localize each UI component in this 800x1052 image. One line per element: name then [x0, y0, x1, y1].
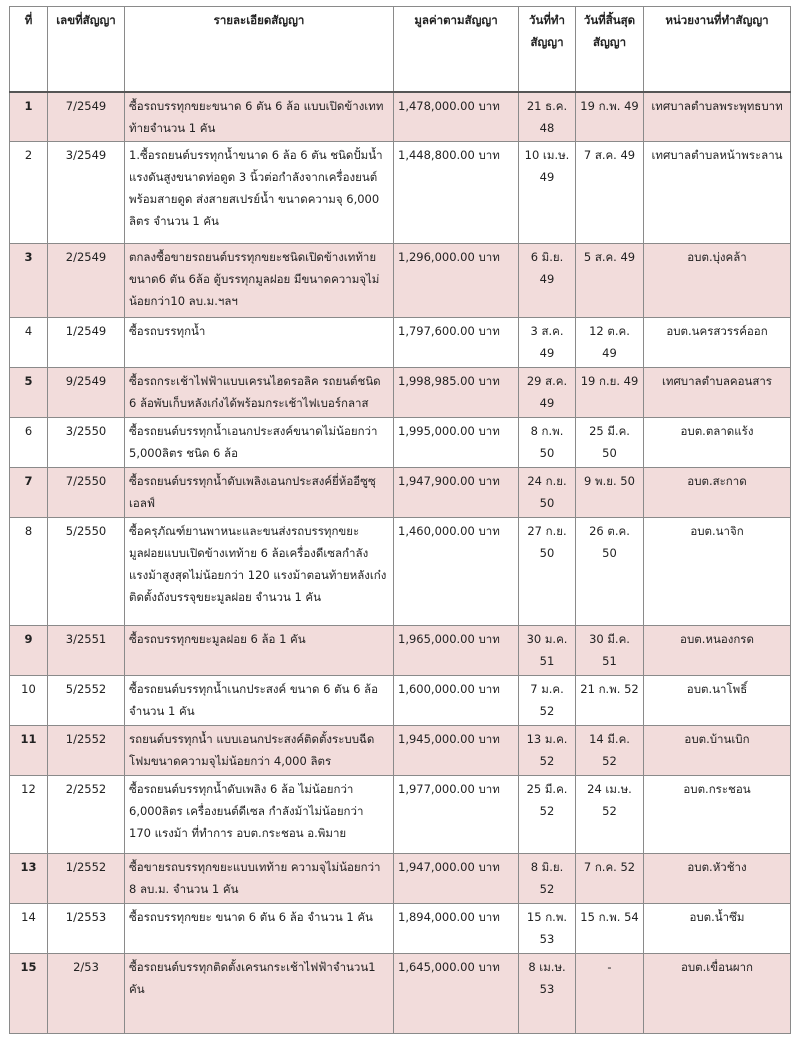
- agency-name: อบต.เขื่อนผาก: [644, 954, 791, 1034]
- sign-date: 29 ส.ค. 49: [519, 368, 576, 418]
- end-date: 14 มี.ค. 52: [576, 726, 644, 776]
- sign-date: 27 ก.ย. 50: [519, 518, 576, 626]
- contract-details: ซื้อรถบรรทุกขยะมูลฝอย 6 ล้อ 1 คัน: [125, 626, 394, 676]
- row-number: 4: [10, 318, 48, 368]
- row-number: 8: [10, 518, 48, 626]
- contract-value: 1,998,985.00 บาท: [394, 368, 519, 418]
- table-row: [10, 468, 791, 518]
- agency-name: อบต.หัวช้าง: [644, 854, 791, 904]
- contract-details: ซื้อรถยนต์บรรทุกติดตั้งเครนกระเช้าไฟฟ้าจำนวน1 คัน: [125, 954, 394, 1034]
- end-date: 5 ส.ค. 49: [576, 244, 644, 318]
- contract-number: 2/2552: [48, 776, 125, 854]
- end-date: 7 ก.ค. 52: [576, 854, 644, 904]
- contract-value: 1,945,000.00 บาท: [394, 726, 519, 776]
- agency-name: อบต.สะกาด: [644, 468, 791, 518]
- contract-details: ซื้อรถบรรทุกขยะขนาด 6 ตัน 6 ล้อ แบบเปิดข้างเททท้ายจำนวน 1 คัน: [125, 92, 394, 142]
- end-date: 21 ก.พ. 52: [576, 676, 644, 726]
- sign-date: 15 ก.พ. 53: [519, 904, 576, 954]
- end-date: 7 ส.ค. 49: [576, 142, 644, 244]
- contract-details: ซื้อรถยนต์บรรทุกน้ำเนกประสงค์ ขนาด 6 ตัน 6 ล้อ จำนวน 1 คัน: [125, 676, 394, 726]
- row-number: 5: [10, 368, 48, 418]
- agency-name: เทศบาลตำบลคอนสาร: [644, 368, 791, 418]
- end-date: 24 เม.ษ. 52: [576, 776, 644, 854]
- contract-number: 1/2549: [48, 318, 125, 368]
- agency-name: อบต.กระชอน: [644, 776, 791, 854]
- end-date: 30 มี.ค. 51: [576, 626, 644, 676]
- end-date: 19 ก.ย. 49: [576, 368, 644, 418]
- table-row: [10, 954, 791, 1034]
- sign-date: 6 มิ.ย. 49: [519, 244, 576, 318]
- contract-value: 1,296,000.00 บาท: [394, 244, 519, 318]
- end-date: 26 ต.ค. 50: [576, 518, 644, 626]
- contract-details: ซื้อครุภัณฑ์ยานพาหนะและขนส่งรถบรรทุกขยะมูลฝอยแบบเปิดข้างเทท้าย 6 ล้อเครื่องดีเซลกำลังแรงม้าสูงสุดไม่น้อยกว่า 120 แรงม้าตอนท้ายหลังเก๋งติดตั้งถังบรรจุขยะมูลฝอย จำนวน 1 คัน: [125, 518, 394, 626]
- table-body: [10, 92, 791, 1034]
- header-end-date: วันที่สิ้นสุดสัญญา: [576, 7, 644, 93]
- contract-details: ซื้อรถบรรทุกขยะ ขนาด 6 ตัน 6 ล้อ จำนวน 1 คัน: [125, 904, 394, 954]
- agency-name: อบต.นาจิก: [644, 518, 791, 626]
- end-date: -: [576, 954, 644, 1034]
- contract-number: 5/2552: [48, 676, 125, 726]
- table-row: [10, 904, 791, 954]
- row-number: 6: [10, 418, 48, 468]
- end-date: 19 ก.พ. 49: [576, 92, 644, 142]
- contract-value: 1,797,600.00 บาท: [394, 318, 519, 368]
- end-date: 12 ต.ค. 49: [576, 318, 644, 368]
- row-number: 13: [10, 854, 48, 904]
- sign-date: 21 ธ.ค. 48: [519, 92, 576, 142]
- agency-name: อบต.น้ำซึม: [644, 904, 791, 954]
- header-row: [10, 7, 791, 93]
- contract-value: 1,600,000.00 บาท: [394, 676, 519, 726]
- end-date: 15 ก.พ. 54: [576, 904, 644, 954]
- row-number: 15: [10, 954, 48, 1034]
- header-agency: หน่วยงานที่ทำสัญญา: [644, 7, 791, 93]
- row-number: 3: [10, 244, 48, 318]
- sign-date: 8 มิ.ย. 52: [519, 854, 576, 904]
- contract-details: รถยนต์บรรทุกน้ำ แบบเอนกประสงค์ติดตั้งระบบฉีดโฟมขนาดความจุไม่น้อยกว่า 4,000 ลิตร: [125, 726, 394, 776]
- contract-value: 1,645,000.00 บาท: [394, 954, 519, 1034]
- agency-name: อบต.หนองกรด: [644, 626, 791, 676]
- contract-details: ซื้อรถยนต์บรรทุกน้ำดับเพลิง 6 ล้อ ไม่น้อยกว่า 6,000ลิตร เครื่องยนต์ดีเซล กำลังม้าไม่น้อยกว่า 170 แรงม้า ที่ทำการ อบต.กระชอน อ.พิมาย: [125, 776, 394, 854]
- contract-details: ซื้อรถกระเช้าไฟฟ้าแบบเครนไฮดรอลิค รถยนต์ชนิด 6 ล้อพับเก็บหลังเก๋งได้พร้อมกระเช้าไฟเบอร์กลาส: [125, 368, 394, 418]
- row-number: 11: [10, 726, 48, 776]
- table-row: [10, 854, 791, 904]
- contract-number: 3/2550: [48, 418, 125, 468]
- header-value: มูลค่าตามสัญญา: [394, 7, 519, 93]
- agency-name: อบต.นครสวรรค์ออก: [644, 318, 791, 368]
- header-details: รายละเอียดสัญญา: [125, 7, 394, 93]
- agency-name: อบต.นาโพธิ์: [644, 676, 791, 726]
- sign-date: 13 ม.ค. 52: [519, 726, 576, 776]
- sign-date: 30 ม.ค. 51: [519, 626, 576, 676]
- contract-number: 1/2552: [48, 854, 125, 904]
- contract-value: 1,460,000.00 บาท: [394, 518, 519, 626]
- row-number: 7: [10, 468, 48, 518]
- sign-date: 8 ก.พ. 50: [519, 418, 576, 468]
- sign-date: 3 ส.ค. 49: [519, 318, 576, 368]
- contract-number: 3/2551: [48, 626, 125, 676]
- contract-details: ตกลงซื้อขายรถยนต์บรรทุกขยะชนิดเปิดข้างเทท้ายขนาด6 ตัน 6ล้อ ตู้บรรทุกมูลฝอย มีขนาดความจุไม่น้อยกว่า10 ลบ.ม.ฯลฯ: [125, 244, 394, 318]
- table-row: [10, 676, 791, 726]
- table-row: [10, 518, 791, 626]
- contracts-table: [9, 6, 791, 1034]
- contract-number: 7/2549: [48, 92, 125, 142]
- contract-details: ซื้อรถยนต์บรรทุกน้ำเอนกประสงค์ขนาดไม่น้อยกว่า 5,000ลิตร ชนิด 6 ล้อ: [125, 418, 394, 468]
- row-number: 10: [10, 676, 48, 726]
- contract-details: ซื้อรถยนต์บรรทุกน้ำดับเพลิงเอนกประสงค์ยี่ห้ออีซูซุ เอลฟ์: [125, 468, 394, 518]
- row-number: 9: [10, 626, 48, 676]
- sign-date: 10 เม.ษ. 49: [519, 142, 576, 244]
- table-row: [10, 244, 791, 318]
- agency-name: อบต.บ้านเบิก: [644, 726, 791, 776]
- table-row: [10, 368, 791, 418]
- sign-date: 8 เม.ษ. 53: [519, 954, 576, 1034]
- agency-name: เทศบาลตำบลหน้าพระลาน: [644, 142, 791, 244]
- table-header: [10, 7, 791, 93]
- contract-value: 1,947,900.00 บาท: [394, 468, 519, 518]
- contract-details: 1.ซื้อรถยนต์บรรทุกน้ำขนาด 6 ล้อ 6 ตัน ชนิดปั้มน้ำแรงดันสูงขนาดท่อดูด 3 นิ้วต่อกำลังจากเครื่องยนต์พร้อมสายดูด ส่งสายสเปรย์น้ำ ขนาดความจุ 6,000 ลิตร จำนวน 1 คัน: [125, 142, 394, 244]
- end-date: 9 พ.ย. 50: [576, 468, 644, 518]
- contract-number: 5/2550: [48, 518, 125, 626]
- agency-name: อบต.บุ่งคล้า: [644, 244, 791, 318]
- table-row: [10, 726, 791, 776]
- contract-value: 1,965,000.00 บาท: [394, 626, 519, 676]
- row-number: 1: [10, 92, 48, 142]
- sign-date: 7 ม.ค. 52: [519, 676, 576, 726]
- contract-details: ซื้อขายรถบรรทุกขยะแบบเทท้าย ความจุไม่น้อยกว่า 8 ลบ.ม. จำนวน 1 คัน: [125, 854, 394, 904]
- row-number: 14: [10, 904, 48, 954]
- contract-details: ซื้อรถบรรทุกน้ำ: [125, 318, 394, 368]
- table-row: [10, 92, 791, 142]
- table-row: [10, 142, 791, 244]
- contract-number: 2/53: [48, 954, 125, 1034]
- row-number: 12: [10, 776, 48, 854]
- contract-number: 3/2549: [48, 142, 125, 244]
- agency-name: อบต.ตลาดแร้ง: [644, 418, 791, 468]
- header-sign-date: วันที่ทำสัญญา: [519, 7, 576, 93]
- table-row: [10, 418, 791, 468]
- contract-number: 9/2549: [48, 368, 125, 418]
- contract-value: 1,947,000.00 บาท: [394, 854, 519, 904]
- header-contract-no: เลขที่สัญญา: [48, 7, 125, 93]
- header-no: ที่: [10, 7, 48, 93]
- end-date: 25 มี.ค. 50: [576, 418, 644, 468]
- table-row: [10, 776, 791, 854]
- contract-number: 7/2550: [48, 468, 125, 518]
- contract-value: 1,894,000.00 บาท: [394, 904, 519, 954]
- contract-value: 1,448,800.00 บาท: [394, 142, 519, 244]
- contract-number: 1/2553: [48, 904, 125, 954]
- contract-value: 1,478,000.00 บาท: [394, 92, 519, 142]
- contract-value: 1,995,000.00 บาท: [394, 418, 519, 468]
- sign-date: 25 มี.ค. 52: [519, 776, 576, 854]
- agency-name: เทศบาลตำบลพระพุทธบาท: [644, 92, 791, 142]
- table-row: [10, 626, 791, 676]
- contract-number: 1/2552: [48, 726, 125, 776]
- row-number: 2: [10, 142, 48, 244]
- table-row: [10, 318, 791, 368]
- contract-value: 1,977,000.00 บาท: [394, 776, 519, 854]
- contract-number: 2/2549: [48, 244, 125, 318]
- sign-date: 24 ก.ย. 50: [519, 468, 576, 518]
